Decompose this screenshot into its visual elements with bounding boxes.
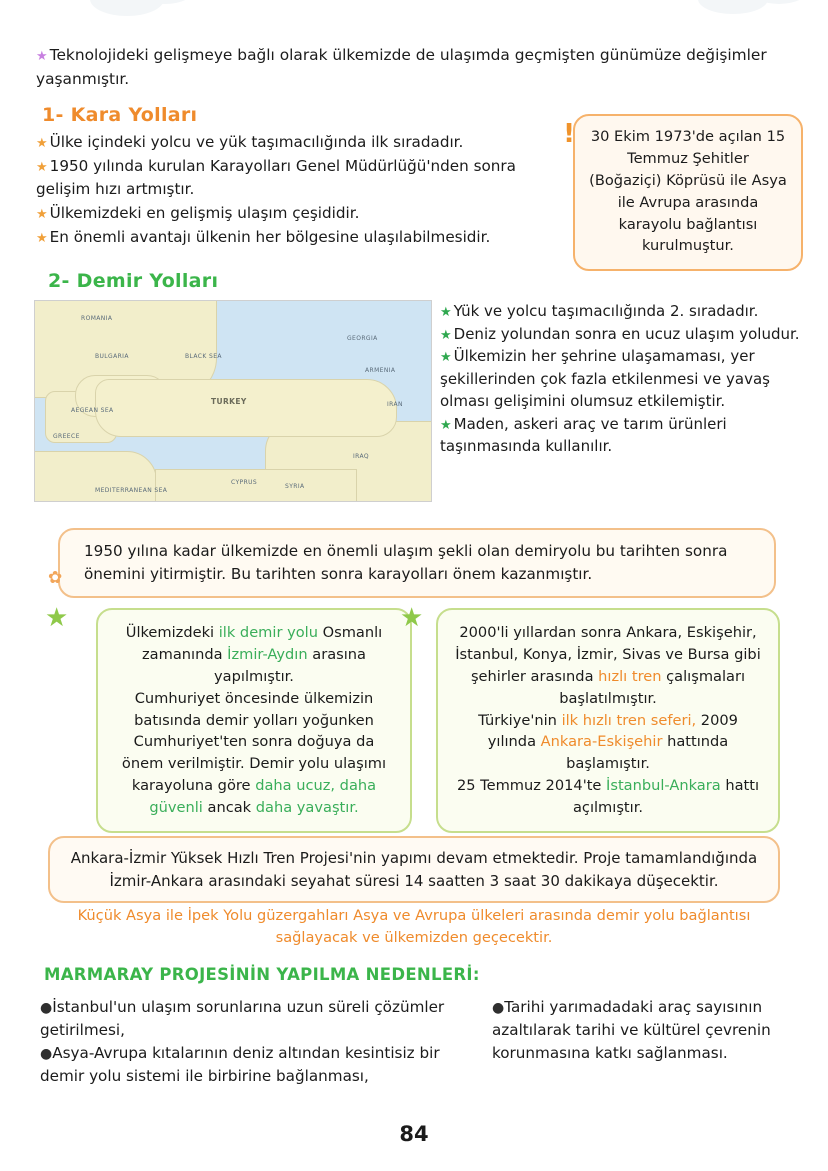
star-icon: ★ (440, 417, 452, 433)
map-landmass-turkey (95, 379, 397, 437)
map-label: ROMANIA (81, 315, 113, 322)
list-item (440, 323, 805, 346)
list-item-text: Ülke içindeki yolcu ve yük taşımacılığında ilk sıradadır. (49, 133, 464, 151)
map-landmass-southwest (34, 451, 157, 502)
exclamation-icon: ! (563, 119, 575, 149)
list-item-text: Deniz yolundan sonra en ucuz ulaşım yoludur. (453, 324, 800, 343)
list-item (440, 300, 805, 323)
star-icon: ★ (36, 49, 48, 64)
hizli-tren-paragraph-2: Türkiye'nin ilk hızlı tren seferi, 2009 yılında Ankara-Eskişehir hattında başlamıştır. (478, 711, 738, 773)
star-icon: ★ (440, 327, 452, 343)
map-label: TURKEY (211, 397, 247, 406)
list-item (40, 996, 460, 1042)
hizli-tren-paragraph-3: 25 Temmuz 2014'te İstanbul-Ankara hattı açılmıştır. (456, 777, 760, 817)
kara-yollari-list (36, 131, 566, 250)
map-label: IRAN (387, 401, 403, 408)
list-item-text: Tarihi yarımadadaki araç sayısının azaltılarak tarihi ve kültürel çevrenin korunmasına katkı sağlanması. (492, 998, 771, 1062)
star-icon: ★ (440, 350, 452, 365)
flower-icon: ✿ (48, 568, 63, 589)
leaf-icon-left: ★ (45, 603, 69, 633)
list-item-text: Asya-Avrupa kıtalarının deniz altından kesintisiz bir demir yolu sistemi ile birbirine bağlanması, (40, 1043, 440, 1085)
marmaray-heading: MARMARAY PROJESİNİN YAPILMA NEDENLERİ: (44, 965, 480, 984)
cloud-decoration-right-1 (698, 0, 768, 14)
ilk-demir-yolu-box (96, 608, 412, 833)
bullet-icon: ● (492, 1000, 505, 1016)
map-label: GEORGIA (347, 335, 378, 342)
list-item-text: Yük ve yolcu taşımacılığında 2. sıradadır. (453, 302, 759, 320)
intro-text: Teknolojideki gelişmeye bağlı olarak ülkemizde de ulaşımda geçmişten günümüze değişimler yaşanmıştır. (36, 46, 767, 88)
list-item-text: En önemli avantajı ülkenin her bölgesine ulaşılabilmesidir. (49, 228, 491, 247)
list-item-text: Ülkemizin her şehrine ulaşamaması, yer şekillerinden çok fazla etkilenmesi ve yavaş olması gelişimini olumsuz etkilemiştir. (440, 347, 770, 410)
map-label: SYRIA (285, 483, 305, 490)
hizli-tren-paragraph-1: 2000'li yıllardan sonra Ankara, Eskişehir, İstanbul, Konya, İzmir, Sivas ve Bursa gibi şehirler arasında hızlı tren çalışmaları başlatılmıştır. (455, 624, 761, 707)
ankara-izmir-text: Ankara-İzmir Yüksek Hızlı Tren Projesi'nin yapımı devam etmektedir. Proje tamamlandığında İzmir-Ankara arasındaki seyahat süresi 14 saatten 3 saat 30 dakikaya düşecektir. (70, 849, 758, 890)
list-item (40, 1042, 460, 1088)
list-item (36, 202, 566, 225)
list-item-text: İstanbul'un ulaşım sorunlarına uzun süreli çözümler getirilmesi, (40, 998, 445, 1039)
demiryolu-note-text: 1950 yılına kadar ülkemizde en önemli ulaşım şekli olan demiryolu bu tarihten sonra önemini yitirmiştir. Bu tarihten sonra karayolları önem kazanmıştır. (84, 542, 728, 583)
ankara-izmir-box (48, 836, 780, 903)
intro-paragraph (36, 44, 796, 92)
map-label: CYPRUS (231, 479, 258, 486)
list-item (36, 155, 566, 201)
list-item-text: Maden, askeri araç ve tarım ürünleri taşınmasında kullanılır. (440, 414, 727, 455)
star-icon: ★ (36, 231, 48, 247)
marmaray-reasons-left (40, 996, 460, 1088)
list-item (36, 226, 566, 249)
bridge-callout-box (563, 114, 803, 271)
hizli-tren-box (436, 608, 780, 833)
map-label: BULGARIA (95, 353, 129, 360)
heading-kara-yollari: 1- Kara Yolları (42, 104, 198, 126)
map-label: IRAQ (353, 453, 370, 460)
demiryolu-note-box (48, 528, 776, 598)
list-item-text: 1950 yılında kurulan Karayolları Genel Müdürlüğü'nden sonra gelişim hızı artmıştır. (36, 157, 516, 199)
demir-yollari-list (440, 300, 805, 458)
star-icon: ★ (440, 305, 452, 320)
star-icon: ★ (36, 207, 48, 223)
list-item (440, 413, 805, 458)
ipek-yolu-note: Küçük Asya ile İpek Yolu güzergahları Asya ve Avrupa ülkeleri arasında demir yolu bağlantısı sağlayacak ve ülkemizden geçecektir. (77, 907, 751, 946)
list-item (36, 131, 566, 154)
list-item (492, 996, 812, 1065)
ilk-demir-yolu-paragraph-1: Ülkemizdeki ilk demir yolu Osmanlı zamanında İzmir-Aydın arasına yapılmıştır. (125, 624, 383, 685)
leaf-icon-right: ★ (400, 603, 424, 633)
bridge-callout-text: 30 Ekim 1973'de açılan 15 Temmuz Şehitler (Boğaziçi) Köprüsü ile Asya ile Avrupa arasında karayolu bağlantısı kurulmuştur. (589, 128, 787, 255)
star-icon: ★ (36, 160, 48, 176)
star-icon: ★ (36, 136, 48, 151)
heading-demir-yollari: 2- Demir Yolları (48, 270, 219, 292)
turkey-map-image (34, 300, 432, 502)
page-number: 84 (399, 1122, 429, 1146)
bullet-icon: ● (40, 1045, 53, 1062)
ilk-demir-yolu-paragraph-2: Cumhuriyet öncesinde ülkemizin batısında demir yolları yoğunken Cumhuriyet'ten sonra doğuya da önem verilmiştir. Demir yolu ulaşımı karayoluna göre daha ucuz, daha güvenli ancak daha yavaştır. (121, 689, 387, 817)
map-label: ARMENIA (365, 367, 396, 374)
marmaray-reasons-right (492, 996, 812, 1065)
list-item (440, 345, 805, 413)
bullet-icon: ● (40, 1000, 53, 1016)
list-item-text: Ülkemizdeki en gelişmiş ulaşım çeşididir. (49, 204, 360, 223)
map-label: MEDITERRANEAN SEA (95, 487, 168, 494)
map-label: GREECE (53, 433, 80, 440)
map-label: AEGEAN SEA (71, 407, 114, 414)
map-label: BLACK SEA (185, 353, 222, 360)
